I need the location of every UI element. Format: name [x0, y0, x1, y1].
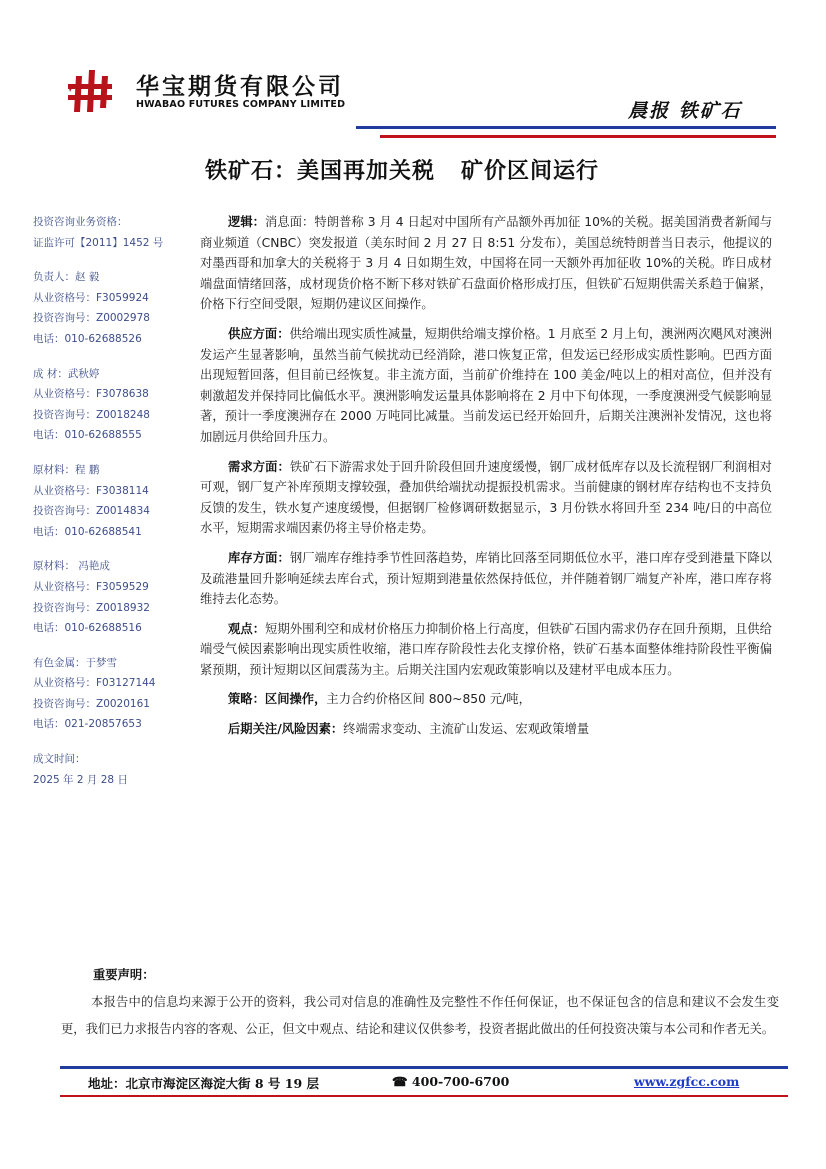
- risk-text: 终端需求变动、主流矿山发运、宏观政策增量: [343, 722, 590, 737]
- strategy-paragraph: [200, 689, 772, 710]
- analyst-role: 成 材：武秋婷: [33, 367, 100, 380]
- analyst-phone: 电话：010-62688526: [33, 332, 142, 345]
- company-name-en: HWABAO FUTURES COMPANY LIMITED: [136, 99, 346, 110]
- date-block: [33, 749, 193, 790]
- disclaimer-title: 重要声明：: [93, 968, 155, 982]
- analyst-role: 有色金属：于梦雪: [33, 656, 117, 669]
- view-text: 短期外围利空和成材价格压力抑制价格上行高度，但铁矿石国内需求仍存在回升预期，且供给端受气候因素影响出现实质性收缩，港口库存阶段性去化支撑价格，铁矿石基本面整体维持阶段性平衡偏紧预期，预计短期以区间震荡为主。后期关注国内宏观政策影响以及建材平电成本压力。: [200, 621, 772, 677]
- logic-label: 逻辑：: [228, 215, 266, 229]
- inventory-paragraph: [200, 548, 772, 610]
- demand-label: 需求方面：: [228, 459, 290, 474]
- analyst-cert: 从业资格号：F3059924: [33, 291, 149, 304]
- analyst-sidebar: [33, 212, 193, 804]
- date-label: 成文时间：: [33, 753, 86, 766]
- analyst-phone: 电话：010-62688555: [33, 429, 142, 442]
- footer-rule-red: [60, 1095, 788, 1097]
- footer-website-link[interactable]: www.zgfcc.com: [634, 1074, 740, 1089]
- demand-paragraph: [200, 457, 772, 539]
- demand-text: 铁矿石下游需求处于回升阶段但回升速度缓慢，钢厂成材低库存以及长流程钢厂利润相对可观，钢厂复产补库预期支撑较强，叠加供给端扰动提振投机需求。当前健康的钢材库存结构也不支持负反馈的发生，铁水复产速度缓慢，但据钢厂检修调研数据显示，3 月份铁水将回升至 234 吨/日的中高位水平，短期需求端因素仍将主导价格走势。: [200, 459, 772, 536]
- qualification-license: 证监许可【2011】1452 号: [33, 236, 164, 249]
- risk-label: 后期关注/风险因素：: [228, 722, 344, 737]
- header-rule-red: [380, 135, 776, 138]
- analyst-block: [33, 556, 193, 638]
- hwabao-logo-icon: [66, 68, 114, 114]
- analyst-block: [33, 460, 193, 542]
- strategy-label: 策略：: [228, 692, 265, 707]
- analyst-role: 原材料： 冯艳成: [33, 560, 110, 573]
- footer-address: 地址：北京市海淀区海淀大街 8 号 19 层: [88, 1076, 320, 1091]
- logic-text: 消息面：特朗普称 3 月 4 日起对中国所有产品额外再加征 10%的关税。据美国消费者新闻与商业频道（CNBC）突发报道（美东时间 2 月 27 日 8:51 分发布），美国总统特朗普当日表示，他提议的对墨西哥和加拿大的关税将于 3 月 4 日如期生效，中国将在同一天额外再加征收 10%的关税。昨日成材端盘面情绪回落，成材现货价格不断下移对铁矿石盘面价格形成打压，但铁矿石短期供需关系趋于偏紧，价格下行空间受限，短期仍建议区间操作。: [200, 215, 772, 312]
- analyst-block: [33, 653, 193, 735]
- analyst-cert: 从业资格号：F3038114: [33, 484, 149, 497]
- report-body: [200, 212, 772, 749]
- supply-paragraph: [200, 324, 772, 448]
- report-type: 晨报 铁矿石: [628, 100, 742, 122]
- date-value: 2025 年 2 月 28 日: [33, 773, 128, 786]
- qualification-block: [33, 212, 193, 253]
- analyst-role: 原材料：程 鹏: [33, 463, 100, 476]
- analyst-cert: 从业资格号：F3078638: [33, 388, 149, 401]
- footer-rule-blue: [60, 1066, 788, 1069]
- analyst-role: 负责人：赵 毅: [33, 271, 100, 284]
- telephone-icon: ☎: [392, 1074, 412, 1089]
- logic-paragraph: [200, 212, 772, 315]
- inventory-label: 库存方面：: [228, 550, 290, 565]
- analyst-block: [33, 267, 193, 349]
- strategy-text: 主力合约价格区间 800~850 元/吨，: [326, 692, 531, 707]
- footer-phone: [392, 1074, 509, 1089]
- analyst-consult: 投资咨询号：Z0018932: [33, 601, 150, 614]
- analyst-consult: 投资咨询号：Z0014834: [33, 505, 150, 518]
- view-label: 观点：: [228, 621, 266, 636]
- analyst-cert: 从业资格号：F03127144: [33, 677, 156, 690]
- supply-label: 供应方面：: [228, 326, 290, 341]
- page-title: 铁矿石：美国再加关税 矿价区间运行: [205, 158, 599, 184]
- view-paragraph: [200, 619, 772, 681]
- analyst-consult: 投资咨询号：Z0018248: [33, 408, 150, 421]
- analyst-phone: 电话：021-20857653: [33, 718, 142, 731]
- strategy-bold: 区间操作，: [264, 692, 327, 707]
- inventory-text: 钢厂端库存维持季节性回落趋势，库销比回落至同期低位水平，港口库存受到港量下降以及疏港量回升影响延续去库台式，预计短期到港量依然保持低位，并伴随着钢厂端复产补库，港口库存将维持去化态势。: [200, 550, 772, 607]
- analyst-block: [33, 364, 193, 446]
- disclaimer-text: 本报告中的信息均来源于公开的资料，我公司对信息的准确性及完整性不作任何保证，也不保证包含的信息和建议不会发生变更，我们已力求报告内容的客观、公正，但文中观点、结论和建议仅供参考，投资者据此做出的任何投资决策与本公司和作者无关。: [61, 995, 779, 1036]
- analyst-consult: 投资咨询号：Z0002978: [33, 312, 150, 325]
- analyst-phone: 电话：010-62688541: [33, 525, 142, 538]
- header-rule-blue: [356, 126, 776, 129]
- analyst-consult: 投资咨询号：Z0020161: [33, 697, 150, 710]
- analyst-phone: 电话：010-62688516: [33, 622, 142, 635]
- footer-phone-number: 400-700-6700: [411, 1074, 510, 1089]
- company-name-cn: 华宝期货有限公司: [136, 73, 344, 100]
- risk-paragraph: [200, 719, 772, 740]
- supply-text: 供给端出现实质性减量，短期供给端支撑价格。1 月底至 2 月上旬，澳洲两次飓风对澳洲发运产生显著影响，虽然当前气候扰动已经消除，港口恢复正常，但发运已经形成实质性影响。巴西方面出现短暂回落，但目前已经恢复。非主流方面，当前矿价维持在 100 美金/吨以上的相对高位，但并没有刺激超发并保持同比偏低水平。澳洲影响发运量具体影响将在 2 月中下旬体现，一季度澳洲受气候影响显著，预计一季度澳洲存在 2000 万吨同比减量。当前发运已经开始回升，后期关注澳洲补发情况，这也将加剧远月供给回升压力。: [200, 326, 772, 444]
- qualification-label: 投资咨询业务资格：: [33, 216, 128, 228]
- analyst-cert: 从业资格号：F3059529: [33, 580, 149, 593]
